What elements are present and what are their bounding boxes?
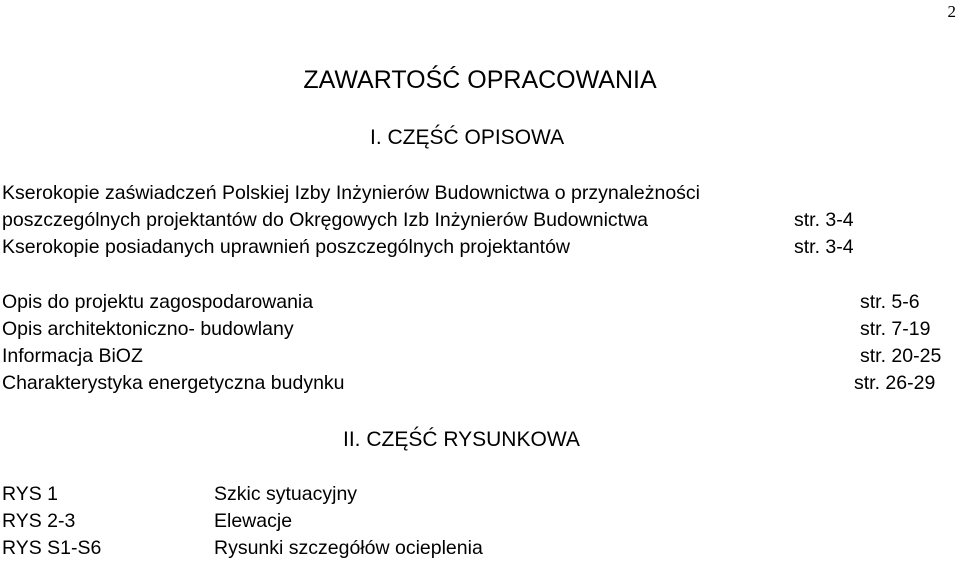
toc-page-ref: str. 7-19 [860,318,931,340]
drawing-title: Szkic sytuacyjny [214,483,358,505]
toc-entry [2,209,954,232]
section-heading-descriptive: I. CZĘŚĆ OPISOWA [370,126,565,149]
toc-entry-line: Kserokopie posiadanych uprawnień poszczególnych projektantów [2,236,571,258]
toc-page-ref: str. 3-4 [794,209,854,231]
toc-entry-line: Charakterystyka energetyczna budynku [2,372,345,394]
toc-entry [2,291,954,314]
toc-entry [2,318,954,341]
toc-entry [2,372,954,395]
drawing-title: Rysunki szczegółów ocieplenia [214,537,483,559]
toc-page-ref: str. 3-4 [794,236,854,258]
toc-page-ref: str. 20-25 [860,345,942,367]
drawing-code: RYS S1-S6 [2,537,102,559]
toc-entry-line: Kserokopie zaświadczeń Polskiej Izby Inżynierów Budownictwa o przynależności [2,182,701,204]
toc-page-ref: str. 26-29 [854,372,936,394]
toc-entry [2,236,954,259]
toc-entry-line: poszczególnych projektantów do Okręgowych Izb Inżynierów Budownictwa [2,209,648,231]
drawing-title: Elewacje [214,510,293,532]
drawing-code: RYS 2-3 [2,510,76,532]
toc-entry-line: Opis architektoniczno- budowlany [2,318,294,340]
document-title: ZAWARTOŚĆ OPRACOWANIA [303,66,657,94]
toc-entry-line: Opis do projektu zagospodarowania [2,291,314,313]
page-number: 2 [947,2,956,21]
toc-entry-line: Informacja BiOZ [2,345,143,367]
toc-entry [2,345,954,368]
toc-page-ref: str. 5-6 [860,291,920,313]
drawing-code: RYS 1 [2,483,59,505]
section-heading-drawings: II. CZĘŚĆ RYSUNKOWA [343,428,580,451]
